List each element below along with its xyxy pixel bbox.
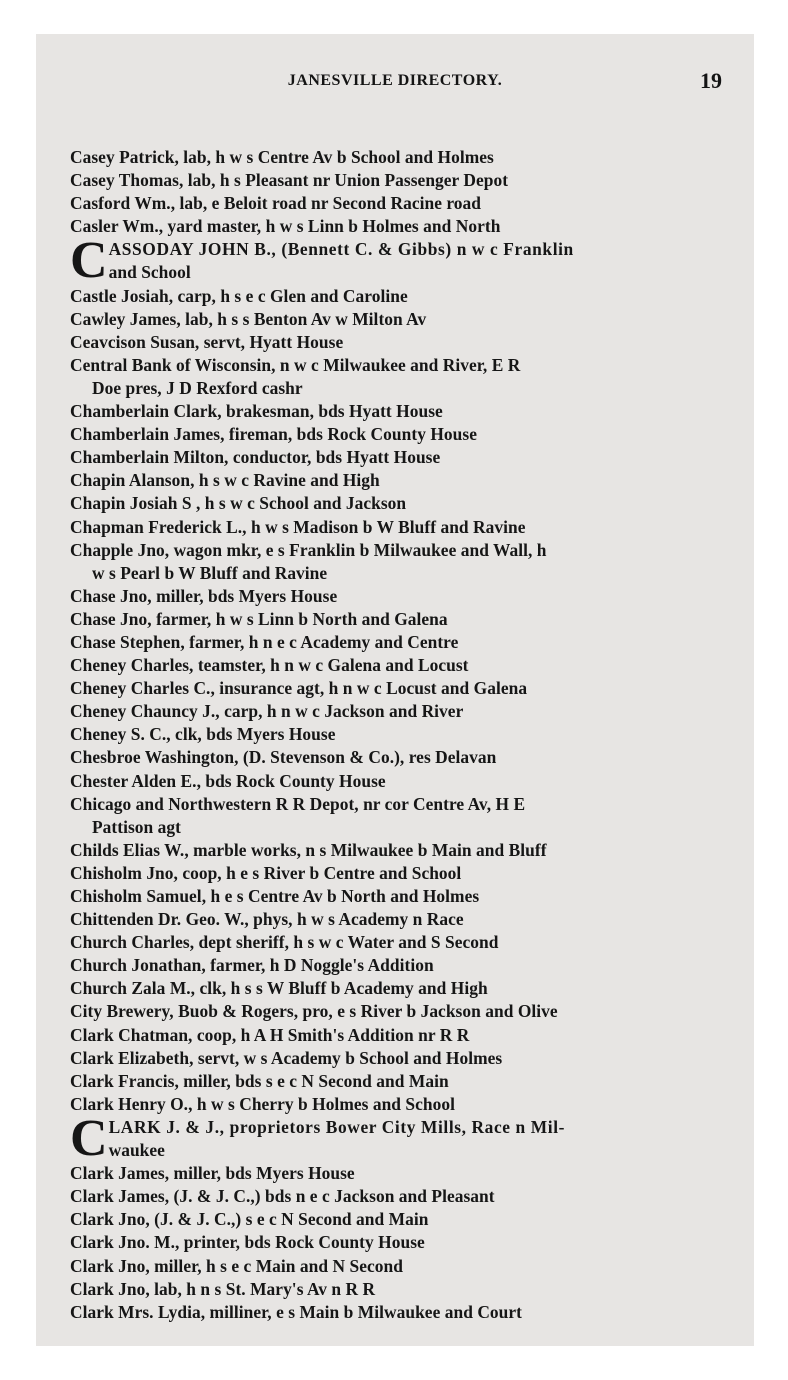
entry-text: LARK J. & J., proprietors Bower City Mills, Race n Mil- [108,1116,566,1137]
entry-continuation: w s Pearl b W Bluff and Ravine [92,562,328,583]
entry-text: Clark James, (J. & J. C.,) bds n e c Jackson and Pleasant [70,1186,495,1207]
directory-entry [70,192,730,215]
entry-text: Chisholm Samuel, h e s Centre Av b North and Holmes [70,886,480,906]
directory-entry [70,169,730,192]
directory-entry [70,446,730,469]
entry-text: Chase Jno, farmer, h w s Linn b North and Galena [70,608,448,629]
entry-continuation: Doe pres, J D Rexford cashr [92,377,303,398]
directory-entry [70,700,730,723]
entry-text: City Brewery, Buob & Rogers, pro, e s River b Jackson and Olive [70,1001,558,1022]
directory-entry [70,354,730,400]
directory-entry [70,469,730,492]
directory-entry [70,1255,730,1278]
entry-text: Chase Stephen, farmer, h n e c Academy and Centre [70,631,459,652]
directory-entry [70,885,730,908]
entry-text: Chamberlain Clark, brakesman, bds Hyatt House [70,401,443,422]
directory-entry [70,1093,730,1116]
entry-text: Central Bank of Wisconsin, n w c Milwaukee and River, E R [70,354,521,375]
entry-text: Cheney Chauncy J., carp, h n w c Jackson and River [70,701,464,722]
entry-text: Casford Wm., lab, e Beloit road nr Second Racine road [70,193,482,214]
directory-entry [70,232,730,290]
entry-text: Clark James, miller, bds Myers House [70,1163,355,1184]
directory-entry [70,308,730,331]
running-title: JANESVILLE DIRECTORY. [287,72,503,89]
directory-entry [70,1278,730,1301]
entry-text: Casey Patrick, lab, h w s Centre Av b School and Holmes [70,147,494,167]
entry-continuation: waukee [108,1140,165,1161]
directory-entry [70,770,730,793]
directory-entry [70,516,730,539]
entry-text: Chapin Alanson, h s w c Ravine and High [70,470,380,491]
entry-text: Chittenden Dr. Geo. W., phys, h w s Academy n Race [70,909,464,930]
entry-text: Clark Elizabeth, servt, w s Academy b School and Holmes [70,1047,503,1068]
page-header [36,68,754,98]
drop-cap-initial: C [70,232,108,290]
directory-entry [70,1185,730,1208]
directory-entry [70,1162,730,1185]
directory-entry [70,677,730,700]
entry-text: Chesbroe Washington, (D. Stevenson & Co.), res Delavan [70,747,497,768]
directory-entry [70,585,730,608]
directory-entry [70,954,730,977]
directory-entry [70,400,730,423]
directory-entry [70,608,730,631]
directory-entry [70,423,730,446]
directory-entry [70,1231,730,1254]
directory-entry [70,931,730,954]
entry-text: Castle Josiah, carp, h s e c Glen and Caroline [70,285,408,306]
directory-entry [70,977,730,1000]
directory-entry [70,1000,730,1023]
directory-entry [70,1070,730,1093]
entry-text: Cheney Charles C., insurance agt, h n w c Locust and Galena [70,678,528,699]
entry-text: Casey Thomas, lab, h s Pleasant nr Union Passenger Depot [70,170,509,191]
entry-text: Clark Jno, lab, h n s St. Mary's Av n R R [70,1278,376,1299]
directory-entry [70,492,730,515]
directory-entry [70,793,730,839]
entry-text: Chapman Frederick L., h w s Madison b W Bluff and Ravine [70,516,526,537]
directory-entry [70,1208,730,1231]
entry-text: Chisholm Jno, coop, h e s River b Centre and School [70,862,462,883]
directory-entry [70,723,730,746]
directory-entry [70,146,730,169]
entry-text: Cheney S. C., clk, bds Myers House [70,724,336,745]
entry-text: Cawley James, lab, h s s Benton Av w Milton Av [70,308,427,329]
entry-text: Clark Jno, miller, h s e c Main and N Second [70,1255,403,1276]
entry-text: Clark Henry O., h w s Cherry b Holmes and School [70,1093,456,1114]
directory-entry [70,285,730,308]
directory-entry [70,1024,730,1047]
entry-text: Clark Jno, (J. & J. C.,) s e c N Second and Main [70,1209,429,1230]
directory-entry [70,1109,730,1167]
directory-entry [70,862,730,885]
directory-entry [70,331,730,354]
entry-text: Ceavcison Susan, servt, Hyatt House [70,331,344,352]
entry-text: Chamberlain James, fireman, bds Rock County House [70,424,477,445]
directory-entry [70,1301,730,1324]
entry-text: Chester Alden E., bds Rock County House [70,770,386,791]
directory-entry [70,908,730,931]
entry-text: Clark Chatman, coop, h A H Smith's Addition nr R R [70,1024,470,1045]
entry-text: Church Jonathan, farmer, h D Noggle's Addition [70,955,434,976]
directory-entry [70,215,730,238]
entry-text: Church Zala M., clk, h s s W Bluff b Academy and High [70,978,488,999]
directory-entry [70,539,730,585]
entry-continuation: and School [108,262,191,283]
directory-entry [70,746,730,769]
entry-text: Casler Wm., yard master, h w s Linn b Holmes and North [70,216,501,237]
entry-text: ASSODAY JOHN B., (Bennett C. & Gibbs) n w c Franklin [108,239,574,260]
entry-text: Church Charles, dept sheriff, h s w c Water and S Second [70,932,499,953]
directory-entries [70,146,730,1324]
entry-text: Chase Jno, miller, bds Myers House [70,585,338,606]
directory-entry [70,631,730,654]
drop-cap-initial: C [70,1109,108,1167]
entry-text: Clark Jno. M., printer, bds Rock County House [70,1232,425,1253]
directory-entry [70,839,730,862]
entry-text: Chicago and Northwestern R R Depot, nr cor Centre Av, H E [70,793,526,814]
entry-text: Cheney Charles, teamster, h n w c Galena and Locust [70,655,469,676]
page-number: 19 [700,68,722,93]
entry-text: Chapple Jno, wagon mkr, e s Franklin b Milwaukee and Wall, h [70,539,547,560]
entry-text: Chamberlain Milton, conductor, bds Hyatt House [70,447,441,468]
entry-text: Chapin Josiah S , h s w c School and Jackson [70,493,407,514]
entry-text: Clark Mrs. Lydia, milliner, e s Main b Milwaukee and Court [70,1301,523,1322]
entry-continuation: Pattison agt [92,816,181,837]
directory-entry [70,654,730,677]
entry-text: Clark Francis, miller, bds s e c N Second and Main [70,1070,449,1091]
entry-text: Childs Elias W., marble works, n s Milwaukee b Main and Bluff [70,839,547,860]
directory-entry [70,1047,730,1070]
